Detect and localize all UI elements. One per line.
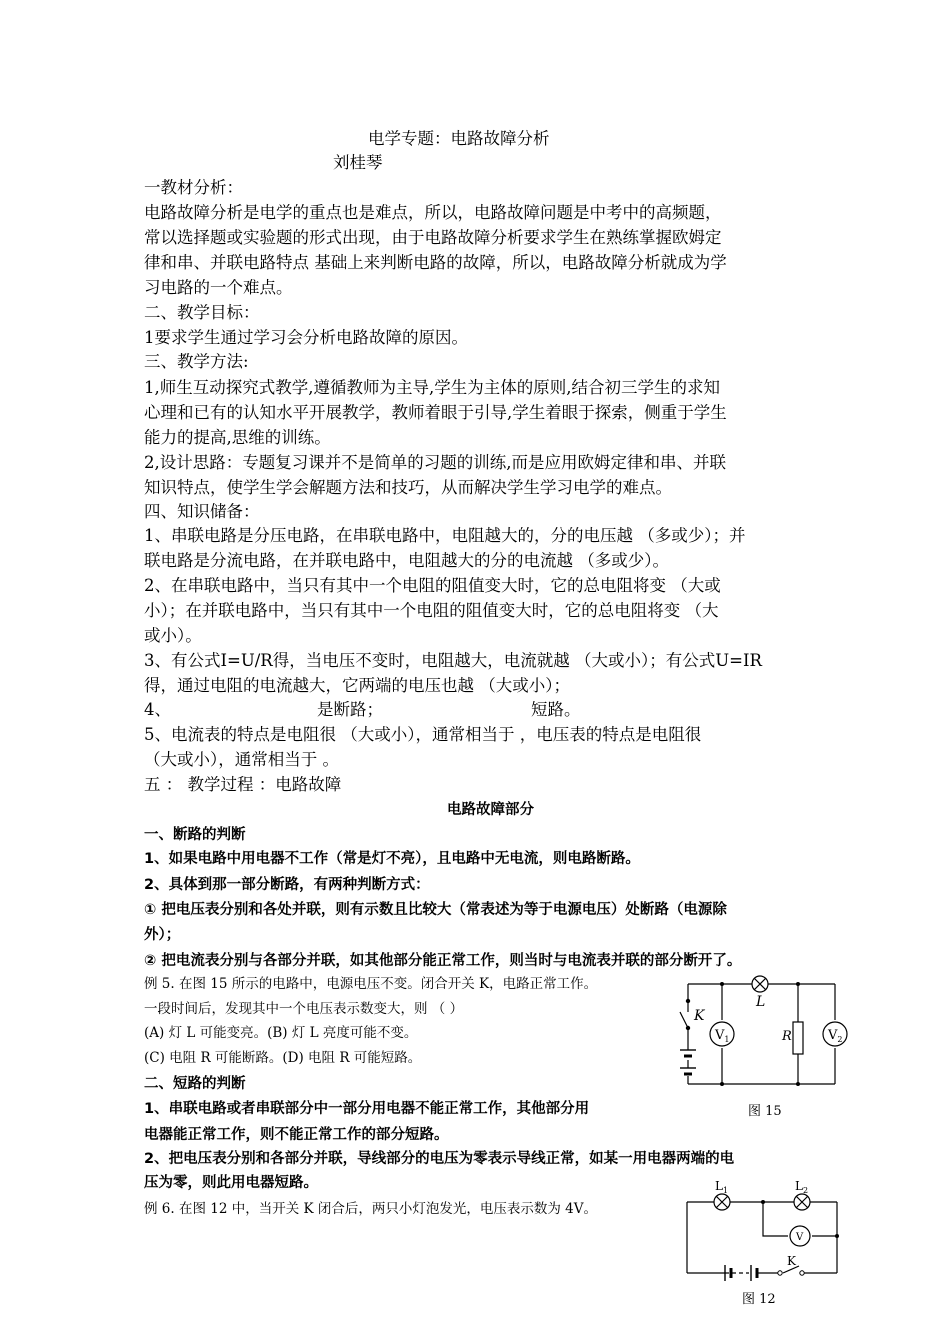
bold-line: ① 把电压表分别和各处并联，则有示数且比较大（常表述为等于电源电压）处断路（电源除 <box>144 902 727 918</box>
paragraph-line: 习电路的一个难点。 <box>144 278 293 297</box>
section-heading-1: 一教材分析： <box>144 178 243 197</box>
paragraph-line: 知识特点，使学生学会解题方法和技巧，从而解决学生学习电学的难点。 <box>144 478 672 497</box>
section-heading-3: 三、教学方法: <box>144 352 249 371</box>
paragraph-line: 3、有公式I=U/R得，当电压不变时，电阻越大，电流就越 （大或小）；有公式U=IR <box>144 651 762 670</box>
bold-line: 电器能正常工作，则不能正常工作的部分短路。 <box>144 1127 449 1143</box>
bold-line: ② 把电流表分别与各部分并联，如其他部分能正常工作，则当时与电流表并联的部分断开了。 <box>144 953 742 969</box>
resistor-label: R <box>782 1029 792 1044</box>
example-line: 例 5. 在图 15 所示的电路中，电源电压不变。闭合开关 K，电路正常工作。 <box>144 976 598 992</box>
paragraph-line: 心理和已有的认知水平开展教学，教师着眼于引导,学生着眼于探索，侧重于学生 <box>144 403 727 422</box>
voltmeter-label: V <box>796 1232 804 1243</box>
paragraph-line: 1、串联电路是分压电路，在串联电路中，电阻越大的，分的电压越 （多或少）；并 <box>144 526 746 545</box>
bold-line: 1、如果电路中用电器不工作（常是灯不亮），且电路中无电流，则电路断路。 <box>144 851 640 867</box>
example-line: 一段时间后，发现其中一个电压表示数变大，则 （ ） <box>144 1001 464 1017</box>
paragraph-line: 是断路； <box>317 700 383 719</box>
paragraph-line: 小）；在并联电路中，当只有其中一个电阻的阻值变大时，它的总电阻将变 （大 <box>144 601 719 620</box>
bold-line: 压为零，则此用电器短路。 <box>144 1175 318 1191</box>
paragraph-line: 短路。 <box>531 700 581 719</box>
paragraph-line: 5、电流表的特点是电阻很 （大或小），通常相当于 ，电压表的特点是电阻很 <box>144 725 702 744</box>
paragraph-line: 电路故障分析是电学的重点也是难点，所以，电路故障问题是中考中的高频题， <box>144 203 722 222</box>
author: 刘桂琴 <box>333 153 383 172</box>
paragraph-line: 律和串、并联电路特点 基础上来判断电路的故障，所以，电路故障分析就成为学 <box>144 253 727 272</box>
page-title: 电学专题：电路故障分析 <box>368 129 550 148</box>
bold-line: 2、把电压表分别和各部分并联，导线部分的电压为零表示导线正常，如某一用电器两端的电 <box>144 1151 735 1167</box>
paragraph-line: 能力的提高,思维的训练。 <box>144 428 331 447</box>
part-title: 电路故障部分 <box>447 802 534 818</box>
example-line: 例 6. 在图 12 中，当开关 K 闭合后，两只小灯泡发光，电压表示数为 4V。 <box>144 1201 598 1217</box>
subheading-open-circuit: 一、断路的判断 <box>144 827 246 843</box>
figure-12-caption: 图 12 <box>742 1292 776 1307</box>
paragraph-line: （大或小），通常相当于 。 <box>144 750 339 769</box>
lamp-label: L <box>756 994 766 1010</box>
subheading-short-circuit: 二、短路的判断 <box>144 1076 246 1092</box>
bold-line: 1、串联电路或者串联部分中一部分用电器不能正常工作，其他部分用 <box>144 1101 590 1117</box>
paragraph-line: 或小）。 <box>144 626 202 645</box>
figure-15-caption: 图 15 <box>748 1104 782 1119</box>
bold-line: 外）； <box>144 927 181 943</box>
paragraph-line: 2,设计思路：专题复习课并不是简单的习题的训练,而是应用欧姆定律和串、并联 <box>144 453 726 472</box>
voltmeter-2-label: $V_2$ <box>828 1028 843 1044</box>
paragraph-line: 1,师生互动探究式教学,遵循教师为主导,学生为主体的原则,结合初三学生的求知 <box>144 378 720 397</box>
paragraph-line: 1要求学生通过学习会分析电路故障的原因。 <box>144 328 468 347</box>
voltmeter-1-label: $V_1$ <box>715 1028 730 1044</box>
paragraph-line: 4、 <box>144 700 171 719</box>
paragraph-line: 常以选择题或实验题的形式出现，由于电路故障分析要求学生在熟练掌握欧姆定 <box>144 228 722 247</box>
bold-line: 2、具体到那一部分断路，有两种判断方式： <box>144 877 430 893</box>
paragraph-line: 得，通过电阻的电流越大，它两端的电压也越 （大或小）； <box>144 676 570 695</box>
circuit-diagram-fig12 <box>675 1176 855 1286</box>
paragraph-line: 联电路是分流电路，在并联电路中，电阻越大的分的电流越 （多或少）。 <box>144 551 669 570</box>
paragraph-line: 2、在串联电路中，当只有其中一个电阻的阻值变大时，它的总电阻将变 （大或 <box>144 576 721 595</box>
lamp-1-label: $L_1$ <box>715 1179 729 1195</box>
lamp-2-label: $L_2$ <box>795 1179 809 1195</box>
example-line: (A) 灯 L 可能变亮。(B) 灯 L 亮度可能不变。 <box>144 1025 418 1041</box>
example-line: (C) 电阻 R 可能断路。(D) 电阻 R 可能短路。 <box>144 1050 422 1066</box>
section-heading-4: 四、知识储备： <box>144 502 260 521</box>
section-heading-2: 二、教学目标： <box>144 303 260 322</box>
switch-label: K <box>787 1254 796 1268</box>
section-heading-5: 五 ： 教学过程 ：电路故障 <box>144 775 342 794</box>
switch-label: K <box>694 1008 705 1024</box>
